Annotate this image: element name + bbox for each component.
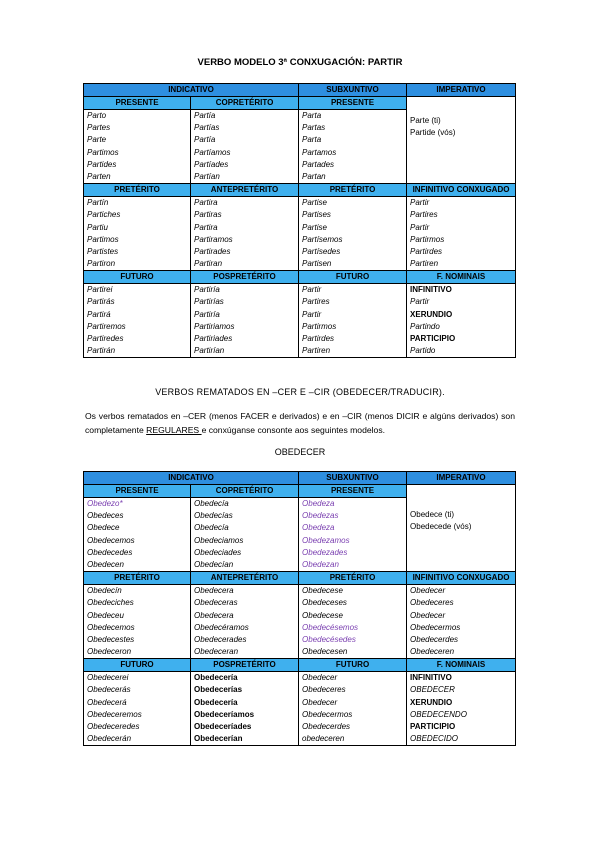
verb-form: Obedeceres [302,685,346,695]
verb-form: Partir [302,285,322,295]
verb-form: Obedeceron [87,647,132,657]
verb-form: Partira [194,222,218,232]
preterito-forms [84,197,191,271]
verb-form: Partirían [194,346,225,356]
verb-form: Obedecedes [87,547,133,557]
verb-form: Obedecía [194,499,229,508]
preterito-subxuntivo-forms [299,197,407,271]
header-pospreterito: POSPRETÉRITO [191,659,299,672]
verb-form-highlighted: Obedecésemos [302,622,359,632]
header-preterito-subxuntivo: PRETÉRITO [299,184,407,197]
pospreterito-forms [191,672,299,746]
verb-form: Obedecese [302,610,343,620]
verb-form: Obedecer [410,610,446,620]
formas-nominais-forms [407,672,516,746]
verb-form: Partades [302,159,335,169]
verb-form: Partiría [194,285,220,295]
verb-form: OBEDECENDO [410,709,467,719]
verb-form: Partise [302,198,327,208]
presente-forms [84,498,191,572]
verb-form: Obedecería [194,697,238,707]
header-futuro: FUTURO [84,271,191,284]
verb-form: Obedecemos [87,535,135,545]
nominal-label: INFINITIVO [410,285,452,295]
verb-form: Obedecera [194,610,234,620]
verb-form: Obedeciches [87,598,134,608]
header-formas-nominais: F. NOMINAIS [407,659,516,672]
header-imperativo: IMPERATIVO [407,84,516,97]
verb-form: Partiredes [87,334,124,343]
verb-form: Obedecía [194,523,229,533]
nominal-label: PARTICIPIO [410,334,456,343]
verb-form: Obedecerei [87,673,129,683]
verb-form: Obedecerdes [302,722,351,731]
verb-form: Obedecestes [87,634,135,644]
verb-form: Partires [410,210,438,220]
verb-form: Parta [302,111,322,120]
header-antepreterito: ANTEPRETÉRITO [191,184,299,197]
pospreterito-forms [191,284,299,358]
verb-form: Partiren [410,259,439,269]
verb-form: Obedeceren [410,647,455,657]
preterito-forms [84,585,191,659]
header-subxuntivo: SUBXUNTIVO [299,472,407,485]
verb-form: Partirmos [302,321,337,331]
explanation-paragraph [85,409,515,437]
header-presente: PRESENTE [84,97,191,110]
verb-form: Obedeceran [194,647,239,657]
header-copreterito: COPRETÉRITO [191,97,299,110]
infinitivo-conxugado-forms [407,585,516,659]
verb-form: Parte [87,135,107,145]
header-antepreterito: ANTEPRETÉRITO [191,572,299,585]
header-indicativo: INDICATIVO [84,472,299,485]
verb-form: Partido [410,346,436,356]
verb-form: Parten [87,171,111,181]
imperativo-form: Obedecede (vós) [410,522,472,532]
verb-form: Partirades [194,246,231,256]
verb-form: Partides [87,159,117,169]
verb-form: Partistes [87,246,119,256]
header-infinitivo-conxugado: INFINITIVO CONXUGADO [407,572,516,585]
futuro-subxuntivo-forms [299,672,407,746]
verb-form: Obedecermos [410,622,461,632]
verb-form-irregular: Obedezo* [87,499,123,508]
verb-form: Obedeciades [194,547,242,557]
verb-form: Partas [302,123,326,133]
verb-form: Partiriades [194,334,233,343]
header-preterito: PRETÉRITO [84,572,191,585]
verb-form: Partíades [194,159,229,169]
header-presente: PRESENTE [84,485,191,498]
verb-form: Partirdes [302,334,335,343]
header-presente-subxuntivo: PRESENTE [299,97,407,110]
verb-form: Partiren [302,346,331,356]
verb-form: Partirá [87,309,111,319]
verb-form: Partises [302,210,331,220]
verb-form: Obedecerás [87,685,131,695]
verb-form-irregular: Obedezan [302,559,339,569]
verb-form: Obedeceses [302,598,347,608]
header-copreterito: COPRETÉRITO [191,485,299,498]
futuro-forms [84,284,191,358]
verb-form: Obedeces [87,511,124,521]
infinitivo-conxugado-forms [407,197,516,271]
verb-form: Obedeciamos [194,535,244,545]
nominal-label: PARTICIPIO [410,722,456,731]
verb-form: Obedeceríades [194,722,252,731]
verb-form: Obedecese [302,586,343,596]
verb-form: Partirán [87,346,116,356]
header-preterito-subxuntivo: PRETÉRITO [299,572,407,585]
presente-subxuntivo-forms [299,498,407,572]
verb-form: Obedecín [87,586,122,596]
verb-form: obedeceren [302,734,345,744]
verb-form: Partirías [194,297,224,307]
verb-form: Partir [410,198,430,208]
header-futuro-subxuntivo: FUTURO [299,659,407,672]
verb-form: Partindo [410,321,440,331]
verb-form: Partir [410,297,430,307]
verb-form: Obedecías [194,511,233,521]
verb-form-irregular: Obedeza [302,499,335,508]
verb-form: Partirdes [410,246,443,256]
paragraph-text-end: e conxúganse consonte aos seguintes modelos. [201,425,386,435]
obedecer-conjugation-table [83,471,516,746]
verb-form: Partías [194,123,220,133]
verb-form: Partisen [302,259,332,269]
verb-form: Obedecemos [87,622,135,632]
verb-form: Parta [302,135,322,145]
verb-form: Partiu [87,222,108,232]
header-futuro: FUTURO [84,659,191,672]
verb-form: Obedecería [194,673,238,683]
nominal-label: INFINITIVO [410,673,452,683]
verb-form: Obedecen [87,559,124,569]
verb-form: Partían [194,171,220,181]
antepreterito-forms [191,197,299,271]
verb-form-irregular: Obedezas [302,511,339,521]
verb-form: Obedecerades [194,634,247,644]
verb-form: Partiriamos [194,321,235,331]
verb-form: Obedeceu [87,610,124,620]
verb-form: Obedecerdes [410,634,459,644]
verb-form: Obedece [87,523,120,533]
verb-form: Partísedes [302,246,341,256]
verb-form: Obedecéramos [194,622,249,632]
verb-form: Obedecerías [194,685,243,695]
header-formas-nominais: F. NOMINAIS [407,271,516,284]
futuro-forms [84,672,191,746]
verb-form: Partimos [87,147,119,157]
verb-form: Partía [194,111,216,120]
verb-form: Parto [87,111,107,120]
verb-form: Partimos [87,234,119,244]
verb-form: Partiches [87,210,121,220]
verb-form: Partise [302,222,327,232]
verb-form: Partes [87,123,111,133]
verb-form: Partiron [87,259,116,269]
verb-form: Obedecermos [302,709,353,719]
verb-form: Partísemos [302,234,343,244]
verb-form: Obedecerían [194,734,243,744]
verb-form: Obedeceríamos [194,709,255,719]
header-indicativo: INDICATIVO [84,84,299,97]
verb-form: OBEDECIDO [410,734,459,744]
verb-form: Partiría [194,309,220,319]
imperativo-cell [407,97,516,184]
page-title: VERBO MODELO 3ª CONXUGACIÓN: PARTIR [197,57,403,68]
imperativo-form: Parte (ti) [410,116,441,125]
verb-form: Obedecían [194,559,234,569]
verb-form: Obedecer [410,586,446,596]
header-imperativo: IMPERATIVO [407,472,516,485]
nominal-label: XERUNDIO [410,309,453,319]
copreterito-forms [191,110,299,184]
verb-form: Obedecer [302,673,338,683]
partir-conjugation-table [83,83,516,358]
copreterito-forms [191,498,299,572]
verb-form: Obedeceres [410,598,454,608]
verb-form: Obedeceremos [87,709,142,719]
header-subxuntivo: SUBXUNTIVO [299,84,407,97]
verb-form: Partamos [302,147,337,157]
antepreterito-forms [191,585,299,659]
header-preterito: PRETÉRITO [84,184,191,197]
verb-form-irregular: Obedeza [302,523,335,533]
verb-form-irregular: Obedezamos [302,535,350,545]
verb-form: Partires [302,297,330,307]
futuro-subxuntivo-forms [299,284,407,358]
paragraph-text: Os verbos rematados en –CER (menos FACER e derivados) e en –CIR (menos DICIR e algúns derivados) son completamente [85,411,515,435]
verb-form: Partirmos [410,234,445,244]
verb-form: Partín [87,198,109,208]
verb-form-highlighted: Obedecésedes [302,634,356,644]
verb-form: Partir [410,222,430,232]
verb-form: Obedecesen [302,647,348,657]
imperativo-form: Partide (vós) [410,128,456,138]
verb-form: Partir [302,309,322,319]
header-futuro-subxuntivo: FUTURO [299,271,407,284]
verb-form: Obedecerán [87,734,132,744]
preterito-subxuntivo-forms [299,585,407,659]
verb-form: Obedecera [194,586,234,596]
header-pospreterito: POSPRETÉRITO [191,271,299,284]
formas-nominais-forms [407,284,516,358]
verb-form: Partíamos [194,147,231,157]
verb-form: OBEDECER [410,685,455,695]
section-subtitle: VERBOS REMATADOS EN –CER E –CIR (OBEDECER/TRADUCIR). [155,387,445,397]
obedecer-title: OBEDECER [274,447,326,457]
verb-form: Obedeceras [194,598,238,608]
nominal-label: XERUNDIO [410,697,453,707]
header-presente-subxuntivo: PRESENTE [299,485,407,498]
paragraph-underlined: REGULARES [146,425,202,435]
verb-form: Obedecer [302,697,338,707]
verb-form: Obedecerá [87,697,127,707]
verb-form: Partira [194,198,218,208]
verb-form: Partiramos [194,234,233,244]
verb-form: Partiran [194,259,223,269]
verb-form: Partan [302,171,326,181]
verb-form: Partiras [194,210,222,220]
verb-form: Partiremos [87,321,126,331]
verb-form: Obedeceredes [87,722,140,731]
imperativo-cell [407,485,516,572]
verb-form: Partía [194,135,216,145]
presente-subxuntivo-forms [299,110,407,184]
verb-form: Partirás [87,297,115,307]
imperativo-form: Obedece (ti) [410,510,455,519]
header-infinitivo-conxugado: INFINITIVO CONXUGADO [407,184,516,197]
verb-form: Partirei [87,285,113,295]
verb-form-irregular: Obedezades [302,547,348,557]
presente-forms [84,110,191,184]
